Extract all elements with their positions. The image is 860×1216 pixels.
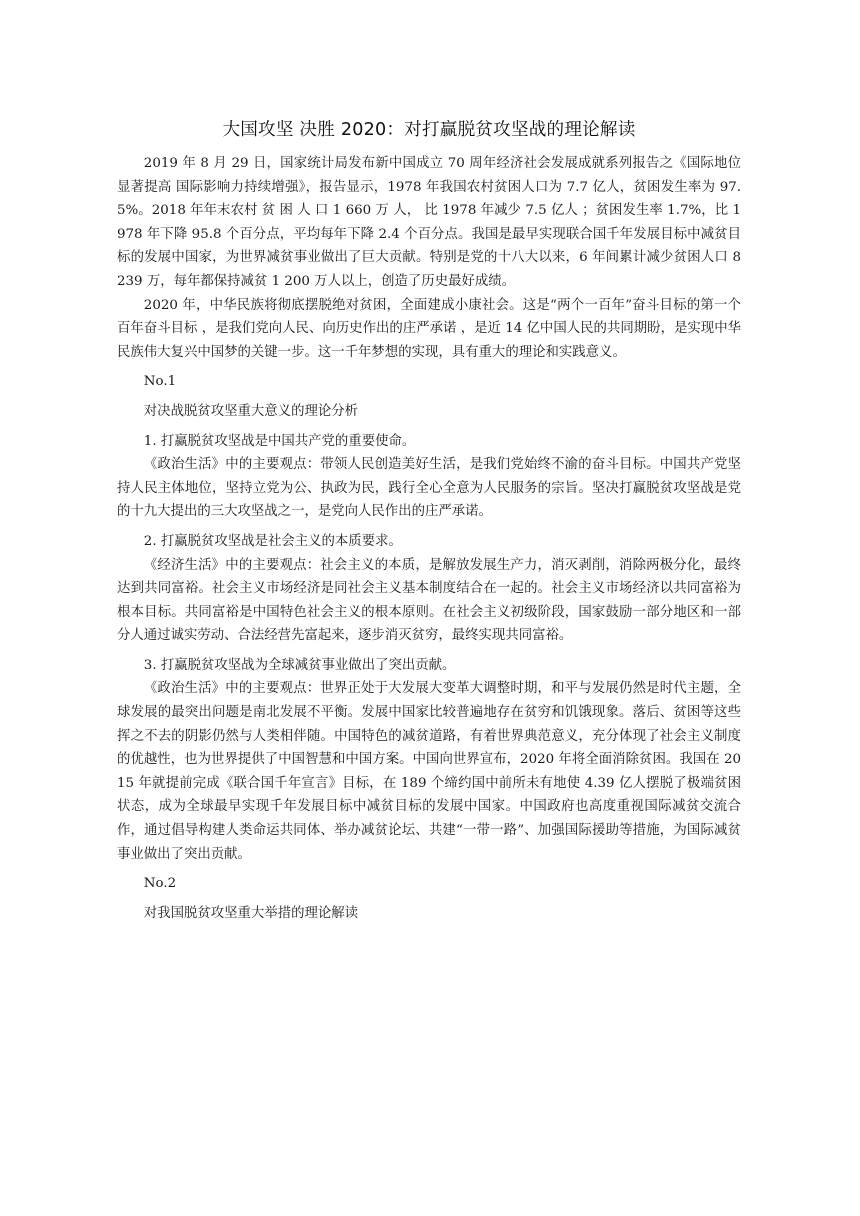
point-2-body: 《经济生活》中的主要观点：社会主义的本质，是解放发展生产力，消灭剥削，消除两极分化，最终达到共同富裕。社会主义市场经济是同社会主义基本制度结合在一起的。社会主义市场经济以共同富裕为根本目标。共同富裕是中国特色社会主义的根本原则。在社会主义初级阶段，国家鼓励一部分地区和一部分人通过诚实劳动、合法经营先富起来，逐步消灭贫穷，最终实现共同富裕。 [117,557,741,644]
section-1-heading: 对决战脱贫攻坚重大意义的理论分析 [143,403,359,419]
point-1-title: 1. 打赢脱贫攻坚战是中国共产党的重要使命。 [143,433,416,449]
point-3-title: 3. 打赢脱贫攻坚战为全球减贫事业做出了突出贡献。 [143,657,456,673]
point-1-body: 《政治生活》中的主要观点：带领人民创造美好生活，是我们党始终不渝的奋斗目标。中国共产党坚持人民主体地位，坚持立党为公、执政为民，践行全心全意为人民服务的宗旨。坚决打赢脱贫攻坚战是党的十九大提出的三大攻坚战之一，是党向人民作出的庄严承诺。 [117,457,741,520]
point-2-title: 2. 打赢脱贫攻坚战是社会主义的本质要求。 [143,533,402,549]
section-2-heading: 对我国脱贫攻坚重大举措的理论解读 [143,905,359,921]
document-body [117,118,741,925]
document-title: 大国攻坚 决胜 2020：对打赢脱贫攻坚战的理论解读 [222,120,636,140]
intro-paragraph-2: 2020 年，中华民族将彻底摆脱绝对贫困，全面建成小康社会。这是“两个一百年”奋斗目标的第一个百年奋斗目标 ，是我们党向人民、向历史作出的庄严承诺 ，是近 14 亿中国人民的共同期盼，是实现中华民族伟大复兴中国梦的关键一步。这一千年梦想的实现，具有重大的理论和实践意义。 [117,297,741,360]
section-1-number: No.1 [143,374,177,390]
intro-paragraph-1: 2019 年 8 月 29 日，国家统计局发布新中国成立 70 周年经济社会发展成就系列报告之《国际地位显著提高 国际影响力持续增强》，报告显示，1978 年我国农村贫困人口为 7.7 亿人，贫困发生率为 97.5%。2018 年年末农村 贫 困 人 口 1 660 万 人， 比 1978 年减少 7.5 亿人 ；贫困发生率 1.7%，比 1978 年下降 95.8 个百分点，平均每年下降 2.4 个百分点。我国是最早实现联合国千年发展目标中减贫目标的发展中国家，为世界减贫事业做出了巨大贡献。特别是党的十八大以来，6 年间累计减少贫困人口 8 239 万，每年都保持减贫 1 200 万人以上，创造了历史最好成绩。 [117,156,741,289]
point-3-body: 《政治生活》中的主要观点：世界正处于大发展大变革大调整时期，和平与发展仍然是时代主题，全球发展的最突出问题是南北发展不平衡。发展中国家比较普遍地存在贫穷和饥饿现象。落后、贫困等这些挥之不去的阴影仍然与人类相伴随。中国特色的减贫道路，有着世界典范意义，充分体现了社会主义制度的优越性，也为世界提供了中国智慧和中国方案。中国向世界宣布，2020 年将全面消除贫困。我国在 2015 年就提前完成《联合国千年宣言》目标，在 189 个缔约国中前所未有地使 4.39 亿人摆脱了极端贫困状态，成为全球最早实现千年发展目标中减贫目标的发展中国家。中国政府也高度重视国际减贫交流合作，通过倡导构建人类命运共同体、举办减贫论坛、共建“一带一路”、加强国际援助等措施，为国际减贫事业做出了突出贡献。 [117,681,741,862]
section-2-number: No.2 [143,876,177,892]
